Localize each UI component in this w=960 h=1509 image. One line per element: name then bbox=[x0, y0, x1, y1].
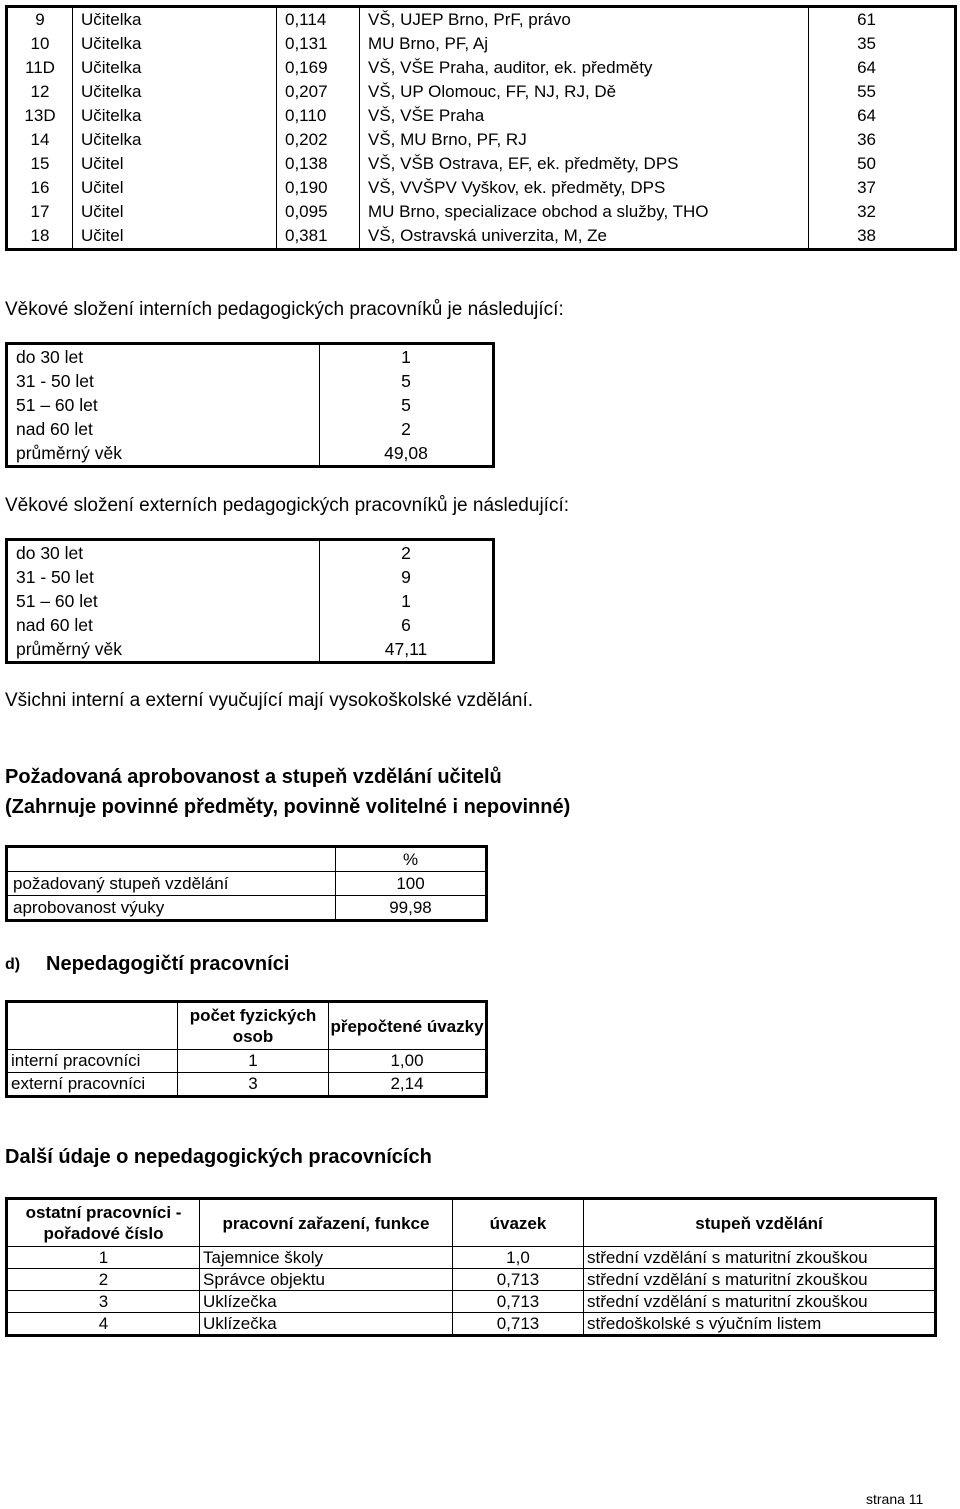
staff-workload: 0,190 bbox=[277, 176, 360, 200]
staff-number: 9 bbox=[35, 10, 45, 29]
age-row bbox=[7, 565, 494, 589]
age-value: 2 bbox=[401, 543, 411, 563]
neped-col-fte: přepočtené úvazky bbox=[329, 1002, 487, 1050]
neped-header-empty bbox=[7, 1002, 178, 1050]
age-label: 51 – 60 let bbox=[7, 393, 320, 417]
staff-qualification: VŠ, MU Brno, PF, RJ bbox=[360, 128, 809, 152]
staff-age: 50 bbox=[809, 152, 956, 176]
age-row bbox=[7, 613, 494, 637]
nonpedagogical-table bbox=[5, 1000, 488, 1098]
page-number: strana 11 bbox=[866, 1491, 924, 1507]
age-label: 31 - 50 let bbox=[7, 369, 320, 393]
age-row bbox=[7, 589, 494, 613]
section-d-title: Nepedagogičtí pracovníci bbox=[46, 953, 290, 975]
staff-row bbox=[7, 7, 956, 33]
staff-workload: 0,114 bbox=[277, 7, 360, 33]
neped-fte: 1,00 bbox=[329, 1050, 487, 1073]
other-education: středoškolské s výučním listem bbox=[584, 1313, 936, 1336]
other-load: 0,713 bbox=[453, 1313, 584, 1336]
aprobovanost-table bbox=[5, 845, 488, 922]
other-row bbox=[7, 1269, 936, 1291]
age-label: do 30 let bbox=[7, 344, 320, 370]
neped-count: 1 bbox=[178, 1050, 329, 1073]
staff-workload: 0,095 bbox=[277, 200, 360, 224]
staff-row bbox=[7, 224, 956, 250]
age-row bbox=[7, 417, 494, 441]
staff-number: 17 bbox=[30, 202, 50, 221]
staff-qualification: MU Brno, PF, Aj bbox=[360, 32, 809, 56]
staff-qualification: MU Brno, specializace obchod a služby, THO bbox=[360, 200, 809, 224]
other-job: Uklízečka bbox=[200, 1313, 453, 1336]
neped-row bbox=[7, 1050, 487, 1073]
age-label: 51 – 60 let bbox=[7, 589, 320, 613]
staff-row bbox=[7, 104, 956, 128]
other-job: Uklízečka bbox=[200, 1291, 453, 1313]
other-education: střední vzdělání s maturitní zkouškou bbox=[584, 1269, 936, 1291]
staff-qualification: VŠ, UP Olomouc, FF, NJ, RJ, Dě bbox=[360, 80, 809, 104]
age-row bbox=[7, 393, 494, 417]
staff-role: Učitelka bbox=[73, 128, 277, 152]
aprob-value: 99,98 bbox=[336, 896, 487, 921]
staff-row bbox=[7, 152, 956, 176]
staff-qualification: VŠ, Ostravská univerzita, M, Ze bbox=[360, 224, 809, 250]
age-label: průměrný věk bbox=[7, 441, 320, 467]
age-label: nad 60 let bbox=[7, 417, 320, 441]
staff-age: 64 bbox=[809, 56, 956, 80]
staff-age: 35 bbox=[809, 32, 956, 56]
staff-number: 14 bbox=[30, 130, 50, 149]
other-row bbox=[7, 1291, 936, 1313]
staff-row bbox=[7, 80, 956, 104]
age-value: 6 bbox=[401, 615, 411, 635]
staff-role: Učitel bbox=[73, 224, 277, 250]
other-load: 0,713 bbox=[453, 1291, 584, 1313]
staff-qualification: VŠ, VŠB Ostrava, EF, ek. předměty, DPS bbox=[360, 152, 809, 176]
other-row bbox=[7, 1247, 936, 1269]
neped-count: 3 bbox=[178, 1073, 329, 1097]
age-row bbox=[7, 344, 494, 370]
other-col-job: pracovní zařazení, funkce bbox=[200, 1199, 453, 1247]
staff-number: 18 bbox=[30, 226, 50, 245]
internal-age-heading: Věkové složení interních pedagogických pracovníků je následující: bbox=[5, 299, 564, 320]
staff-number: 13D bbox=[24, 106, 56, 125]
staff-row bbox=[7, 56, 956, 80]
staff-row bbox=[7, 200, 956, 224]
aprob-row bbox=[7, 872, 487, 896]
staff-role: Učitel bbox=[73, 152, 277, 176]
other-number: 1 bbox=[7, 1247, 200, 1269]
internal-age-table bbox=[5, 342, 495, 468]
staff-role: Učitelka bbox=[73, 104, 277, 128]
staff-age: 32 bbox=[809, 200, 956, 224]
staff-workload: 0,381 bbox=[277, 224, 360, 250]
staff-table bbox=[5, 5, 957, 251]
other-heading: Další údaje o nepedagogických pracovnících bbox=[5, 1146, 432, 1168]
staff-qualification: VŠ, VŠE Praha bbox=[360, 104, 809, 128]
staff-role: Učitelka bbox=[73, 56, 277, 80]
staff-row bbox=[7, 128, 956, 152]
staff-age: 37 bbox=[809, 176, 956, 200]
age-label: průměrný věk bbox=[7, 637, 320, 663]
age-value: 9 bbox=[401, 567, 411, 587]
aprob-heading-2: (Zahrnuje povinné předměty, povinně volitelné i nepovinné) bbox=[5, 796, 571, 818]
qualification-note: Všichni interní a externí vyučující mají vysokoškolské vzdělání. bbox=[5, 690, 534, 711]
section-d-letter: d) bbox=[5, 956, 21, 973]
staff-number: 11D bbox=[25, 58, 55, 77]
staff-role: Učitelka bbox=[73, 80, 277, 104]
age-row bbox=[7, 540, 494, 566]
staff-age: 38 bbox=[809, 224, 956, 250]
neped-row bbox=[7, 1073, 487, 1097]
aprob-header-empty bbox=[7, 847, 336, 872]
age-value: 5 bbox=[401, 395, 411, 415]
other-number: 2 bbox=[7, 1269, 200, 1291]
staff-role: Učitel bbox=[73, 200, 277, 224]
aprob-label: aprobovanost výuky bbox=[7, 896, 336, 921]
other-col-education: stupeň vzdělání bbox=[584, 1199, 936, 1247]
age-label: 31 - 50 let bbox=[7, 565, 320, 589]
age-value: 5 bbox=[401, 371, 411, 391]
age-label: do 30 let bbox=[7, 540, 320, 566]
staff-row bbox=[7, 32, 956, 56]
aprob-label: požadovaný stupeň vzdělání bbox=[7, 872, 336, 896]
other-load: 1,0 bbox=[453, 1247, 584, 1269]
age-value: 2 bbox=[401, 419, 411, 439]
staff-row bbox=[7, 176, 956, 200]
other-education: střední vzdělání s maturitní zkouškou bbox=[584, 1247, 936, 1269]
age-value: 1 bbox=[401, 347, 411, 367]
staff-qualification: VŠ, UJEP Brno, PrF, právo bbox=[360, 7, 809, 33]
staff-number: 10 bbox=[30, 34, 50, 53]
percent-header: % bbox=[402, 850, 419, 869]
age-row bbox=[7, 441, 494, 467]
aprob-value: 100 bbox=[336, 872, 487, 896]
other-job: Správce objektu bbox=[200, 1269, 453, 1291]
other-col-number: ostatní pracovníci - pořadové číslo bbox=[7, 1199, 200, 1247]
aprob-row bbox=[7, 896, 487, 921]
staff-number: 12 bbox=[30, 82, 50, 101]
age-value: 49,08 bbox=[384, 443, 428, 463]
staff-role: Učitelka bbox=[73, 7, 277, 33]
staff-workload: 0,131 bbox=[277, 32, 360, 56]
staff-number: 16 bbox=[30, 178, 50, 197]
staff-age: 55 bbox=[809, 80, 956, 104]
other-education: střední vzdělání s maturitní zkouškou bbox=[584, 1291, 936, 1313]
other-number: 4 bbox=[7, 1313, 200, 1336]
staff-age: 61 bbox=[809, 7, 956, 33]
staff-role: Učitelka bbox=[73, 32, 277, 56]
staff-workload: 0,207 bbox=[277, 80, 360, 104]
age-row bbox=[7, 369, 494, 393]
age-value: 47,11 bbox=[384, 639, 428, 659]
staff-workload: 0,202 bbox=[277, 128, 360, 152]
neped-fte: 2,14 bbox=[329, 1073, 487, 1097]
other-job: Tajemnice školy bbox=[200, 1247, 453, 1269]
staff-role: Učitel bbox=[73, 176, 277, 200]
neped-label: interní pracovníci bbox=[7, 1050, 178, 1073]
staff-workload: 0,110 bbox=[277, 104, 360, 128]
neped-label: externí pracovníci bbox=[7, 1073, 178, 1097]
other-number: 3 bbox=[7, 1291, 200, 1313]
other-load: 0,713 bbox=[453, 1269, 584, 1291]
other-col-load: úvazek bbox=[453, 1199, 584, 1247]
age-value: 1 bbox=[401, 591, 411, 611]
age-row bbox=[7, 637, 494, 663]
staff-workload: 0,138 bbox=[277, 152, 360, 176]
neped-col-count: počet fyzických osob bbox=[178, 1002, 329, 1050]
staff-age: 64 bbox=[809, 104, 956, 128]
age-label: nad 60 let bbox=[7, 613, 320, 637]
staff-age: 36 bbox=[809, 128, 956, 152]
aprob-heading-1: Požadovaná aprobovanost a stupeň vzdělání učitelů bbox=[5, 766, 502, 788]
other-staff-table bbox=[5, 1197, 937, 1337]
staff-qualification: VŠ, VVŠPV Vyškov, ek. předměty, DPS bbox=[360, 176, 809, 200]
external-age-heading: Věkové složení externích pedagogických pracovníků je následující: bbox=[5, 495, 569, 516]
staff-workload: 0,169 bbox=[277, 56, 360, 80]
staff-qualification: VŠ, VŠE Praha, auditor, ek. předměty bbox=[360, 56, 809, 80]
external-age-table bbox=[5, 538, 495, 664]
staff-number: 15 bbox=[30, 154, 50, 173]
other-row bbox=[7, 1313, 936, 1336]
